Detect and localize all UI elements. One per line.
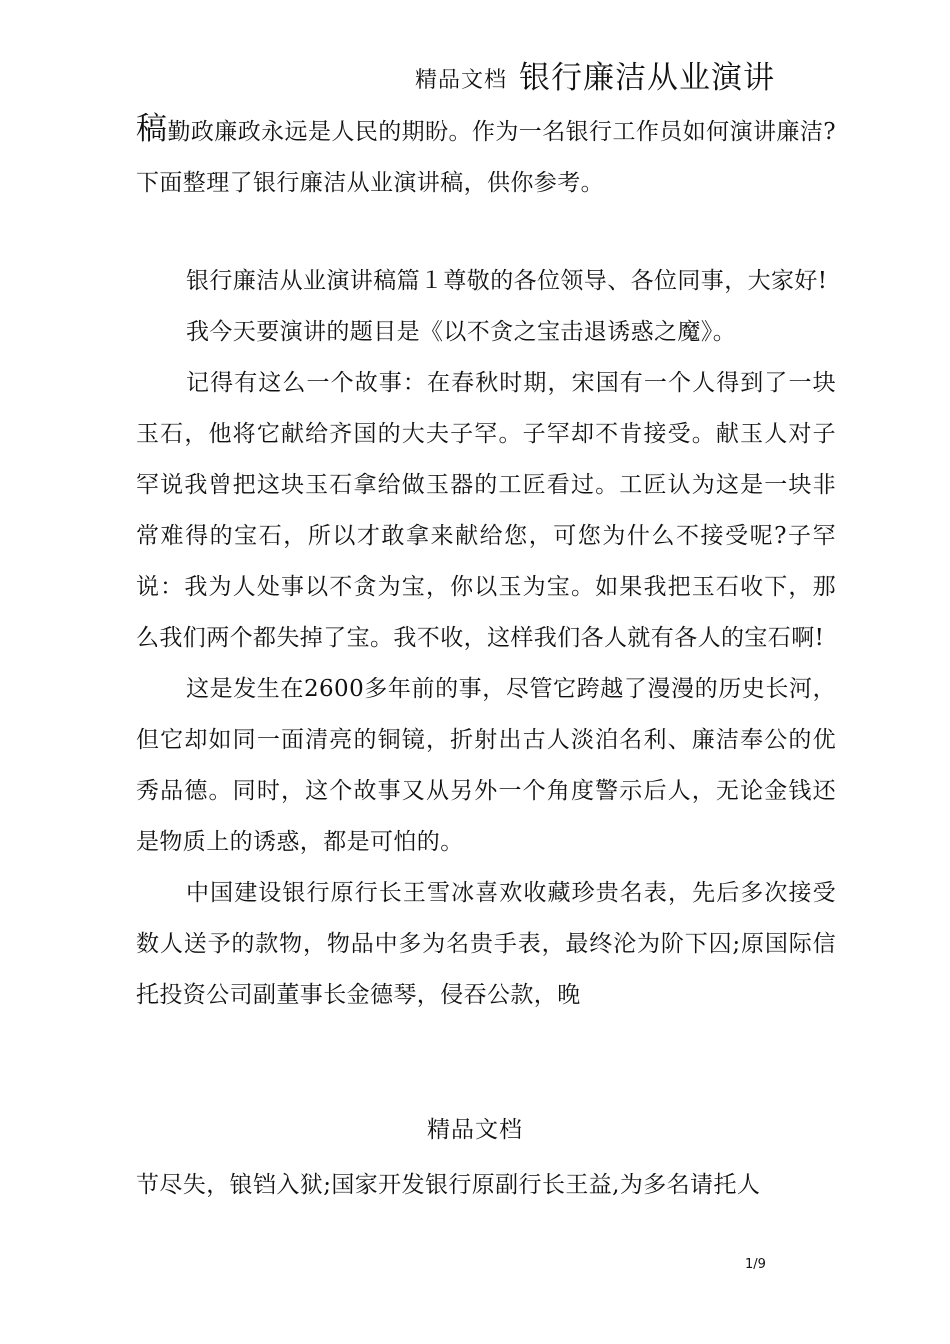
paragraph-examples: 中国建设银行原行长王雪冰喜欢收藏珍贵名表，先后多次接受数人送予的款物，物品中多为名贵手表，最终沦为阶下囚;原国际信托投资公司副董事长金德琴，侵吞公款，晚 <box>136 880 836 1008</box>
paragraph-greeting: 银行廉洁从业演讲稿篇１尊敬的各位领导、各位同事，大家好! <box>186 268 828 294</box>
paragraph-reflection: 这是发生在2600多年前的事，尽管它跨越了漫漫的历史长河，但它却如同一面清亮的铜镜，折射出古人淡泊名利、廉洁奉公的优秀品德。同时，这个故事又从另外一个角度警示后人，无论金钱还是物质上的诱惑，都是可怕的。 <box>136 676 836 855</box>
intro-text: 勤政廉政永远是人民的期盼。作为一名银行工作员如何演讲廉洁?下面整理了银行廉洁从业演讲稿，供你参考。 <box>136 119 837 196</box>
paragraph-topic: 我今天要演讲的题目是《以不贪之宝击退诱惑之魔》。 <box>186 319 737 345</box>
paragraph-story: 记得有这么一个故事：在春秋时期，宋国有一个人得到了一块玉石，他将它献给齐国的大夫子罕。子罕却不肯接受。献玉人对子罕说我曾把这块玉石拿给做玉器的工匠看过。工匠认为这是一块非常难得的宝石，所以才敢拿来献给您，可您为什么不接受呢?子罕说：我为人处事以不贪为宝，你以玉为宝。如果我把玉石收下，那么我们两个都失掉了宝。我不收，这样我们各人就有各人的宝石啊! <box>136 370 836 651</box>
header-label: 精品文档 <box>415 68 508 93</box>
title-last-char: 稿 <box>136 111 168 147</box>
footer-label: 精品文档 <box>427 1117 523 1143</box>
intro-paragraph <box>136 104 836 209</box>
speech-content <box>136 256 836 1021</box>
title-line <box>0 56 950 104</box>
document-title: 银行廉洁从业演讲 <box>519 60 775 96</box>
continuation-text: 节尽失，锒铛入狱;国家开发银行原副行长王益,为多名请托人 <box>136 1172 761 1198</box>
page-number: 1/9 <box>745 1257 766 1272</box>
